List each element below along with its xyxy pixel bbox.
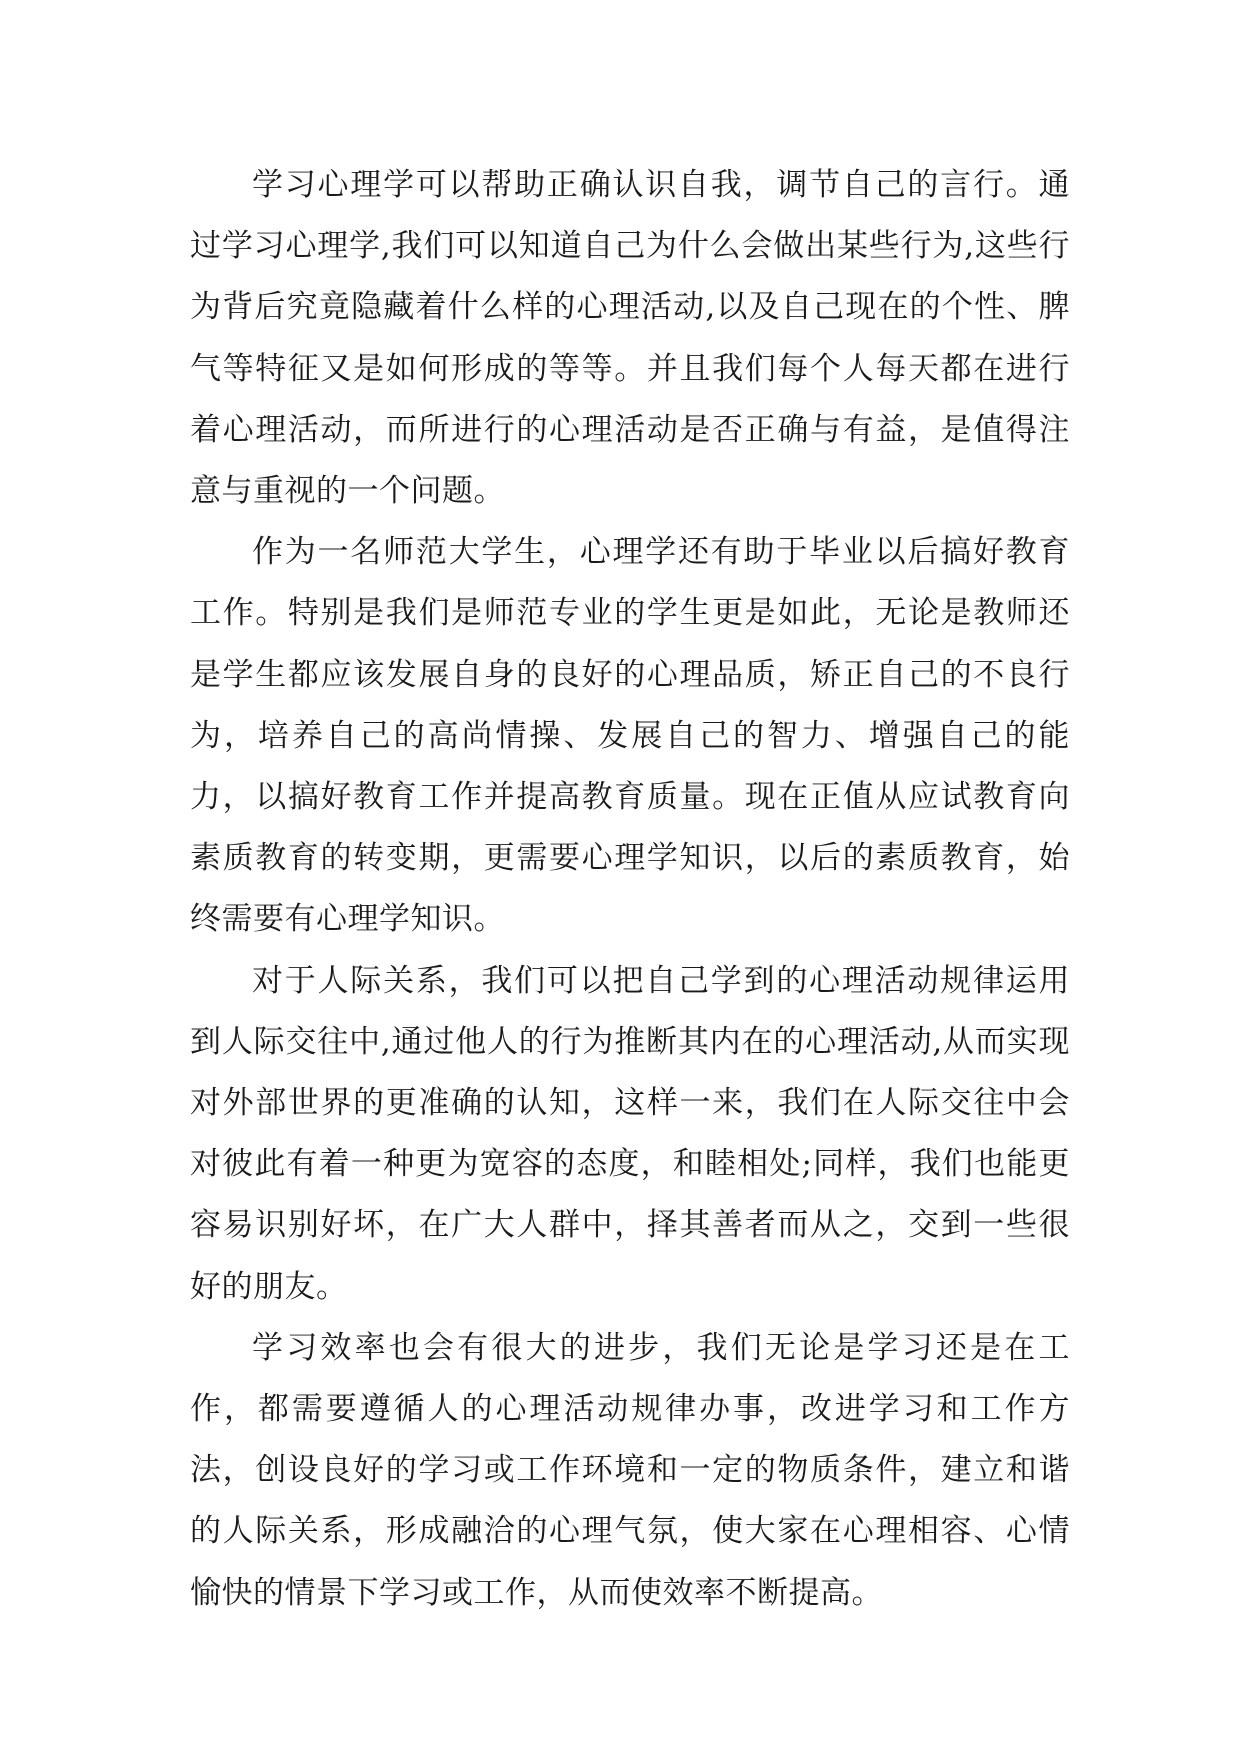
paragraph: 学习心理学可以帮助正确认识自我，调节自己的言行。通过学习心理学,我们可以知道自己为什么会做出某些行为,这些行为背后究竟隐藏着什么样的心理活动,以及自己现在的个性、脾气等特征又是如何形成的等等。并且我们每个人每天都在进行着心理活动，而所进行的心理活动是否正确与有益，是值得注意与重视的一个问题。 xyxy=(190,167,1070,510)
paragraph: 学习效率也会有很大的进步，我们无论是学习还是在工作，都需要遵循人的心理活动规律办事，改进学习和工作方法，创设良好的学习或工作环境和一定的物质条件，建立和谐的人际关系，形成融洽的心理气氛，使大家在心理相容、心情愉快的情景下学习或工作，从而使效率不断提高。 xyxy=(190,1329,1070,1611)
paragraph: 作为一名师范大学生，心理学还有助于毕业以后搞好教育工作。特别是我们是师范专业的学生更是如此，无论是教师还是学生都应该发展自身的良好的心理品质，矫正自己的不良行为，培养自己的高尚情操、发展自己的智力、增强自己的能力，以搞好教育工作并提高教育质量。现在正值从应试教育向素质教育的转变期，更需要心理学知识，以后的素质教育，始终需要有心理学知识。 xyxy=(190,534,1070,938)
paragraph: 对于人际关系，我们可以把自己学到的心理活动规律运用到人际交往中,通过他人的行为推断其内在的心理活动,从而实现对外部世界的更准确的认知，这样一来，我们在人际交往中会对彼此有着一种更为宽容的态度，和睦相处;同样，我们也能更容易识别好坏，在广大人群中，择其善者而从之，交到一些很好的朋友。 xyxy=(190,962,1070,1305)
document-body xyxy=(190,155,1070,1624)
